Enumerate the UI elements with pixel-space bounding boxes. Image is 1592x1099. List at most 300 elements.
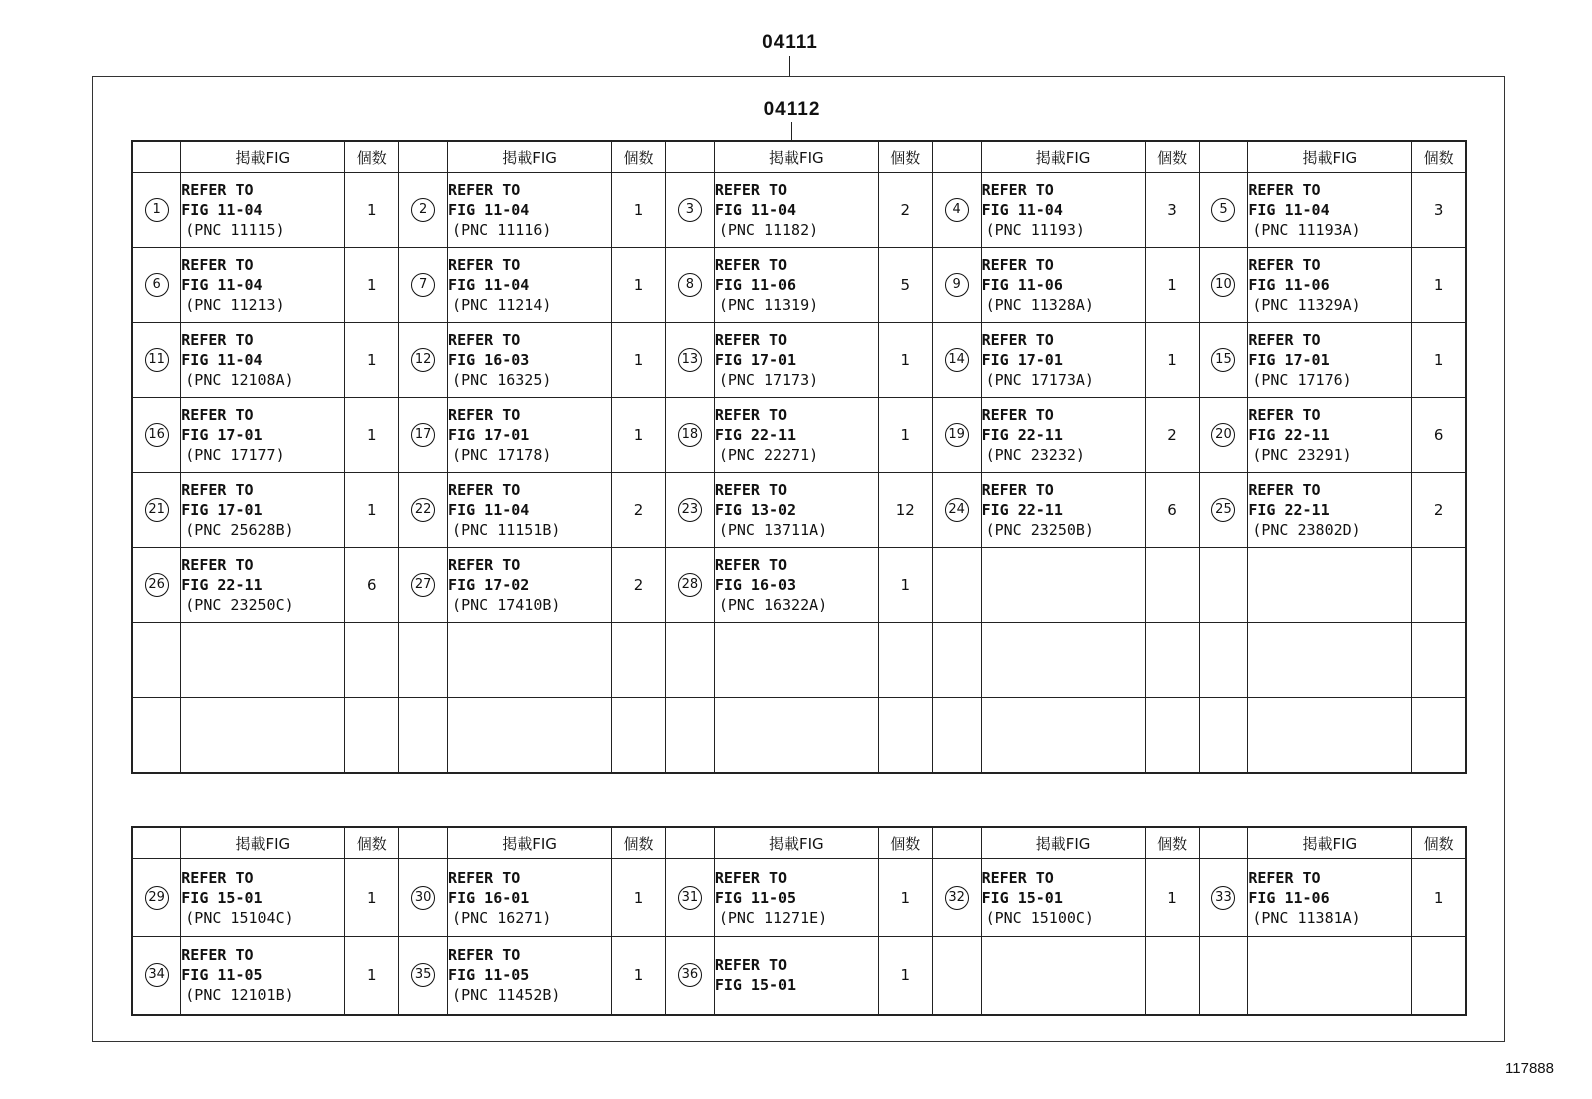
reference-cell	[448, 698, 612, 773]
reference-cell	[981, 398, 1145, 473]
pnc-code: (PNC 23250B)	[985, 521, 1094, 539]
item-number: 29	[145, 886, 169, 910]
quantity-cell	[878, 623, 932, 698]
table-row	[132, 937, 1466, 1015]
header-qty: 個数	[1412, 827, 1466, 859]
quantity-cell	[612, 623, 666, 698]
fig-reference: FIG 11-04	[181, 351, 263, 369]
item-number: 11	[145, 348, 169, 372]
reference-cell	[448, 248, 612, 323]
fig-reference: FIG 11-06	[981, 276, 1063, 294]
quantity-cell: 1	[878, 859, 932, 937]
item-number-cell	[1199, 859, 1248, 937]
item-number-cell	[666, 323, 715, 398]
pnc-code: (PNC 23232)	[985, 446, 1085, 464]
reference-cell	[1248, 473, 1412, 548]
pnc-code: (PNC 13711A)	[718, 521, 828, 539]
header-qty: 個数	[878, 827, 932, 859]
item-number-cell	[399, 248, 448, 323]
pnc-code: (PNC 11193A)	[1252, 221, 1361, 239]
pnc-code: (PNC 11271E)	[718, 908, 828, 927]
item-number: 7	[411, 273, 435, 297]
item-number-cell	[666, 548, 715, 623]
pnc-code: (PNC 11151B)	[452, 521, 561, 539]
quantity-cell	[1145, 698, 1199, 773]
item-number: 10	[1211, 273, 1235, 297]
item-number: 9	[945, 273, 969, 297]
item-number-cell	[666, 473, 715, 548]
reference-cell	[1248, 937, 1412, 1015]
refer-to-text: REFER TO	[181, 406, 254, 424]
pnc-code: (PNC 23291)	[1252, 446, 1352, 464]
item-number-cell	[666, 623, 715, 698]
pnc-code: (PNC 17176)	[1252, 371, 1352, 389]
item-number: 17	[411, 423, 435, 447]
refer-to-text: REFER TO	[714, 331, 788, 349]
item-number: 23	[678, 498, 702, 522]
pnc-code: (PNC 11329A)	[1252, 296, 1361, 314]
image-code: 117888	[1505, 1060, 1554, 1077]
item-number-cell	[132, 323, 181, 398]
quantity-cell	[345, 698, 399, 773]
refer-to-text: REFER TO	[448, 946, 521, 965]
fig-reference: FIG 15-01	[981, 888, 1063, 907]
item-number-cell	[932, 698, 981, 773]
fig-reference: FIG 13-02	[714, 501, 797, 519]
reference-cell	[981, 698, 1145, 773]
reference-cell	[1248, 323, 1412, 398]
pnc-code: (PNC 11115)	[185, 221, 285, 239]
quantity-cell: 1	[612, 398, 666, 473]
fig-reference: FIG 22-11	[1248, 501, 1330, 519]
reference-cell	[714, 323, 878, 398]
header-fig: 掲載FIG	[181, 141, 345, 173]
refer-to-text: REFER TO	[981, 481, 1054, 499]
pnc-code: (PNC 22271)	[718, 446, 819, 464]
fig-reference: FIG 22-11	[981, 426, 1063, 444]
item-number: 25	[1211, 498, 1235, 522]
quantity-cell: 1	[1412, 248, 1466, 323]
pnc-code: (PNC 12108A)	[185, 371, 294, 389]
item-number-cell	[399, 698, 448, 773]
reference-cell	[448, 859, 612, 937]
refer-to-text: REFER TO	[1248, 256, 1321, 274]
refer-to-text: REFER TO	[714, 406, 788, 424]
pnc-code: (PNC 17173)	[718, 371, 819, 389]
table-row	[132, 173, 1466, 248]
quantity-cell: 1	[345, 248, 399, 323]
header-fig: 掲載FIG	[981, 827, 1145, 859]
item-number-cell	[1199, 248, 1248, 323]
refer-to-text: REFER TO	[714, 868, 788, 887]
quantity-cell: 2	[612, 548, 666, 623]
reference-cell	[1248, 398, 1412, 473]
item-number: 35	[411, 963, 435, 987]
item-number: 34	[145, 963, 169, 987]
pnc-code: (PNC 17173A)	[985, 371, 1094, 389]
reference-cell	[1248, 623, 1412, 698]
header-row	[132, 141, 1466, 173]
fig-reference: FIG 11-04	[181, 276, 263, 294]
refer-to-text: REFER TO	[714, 956, 788, 975]
item-number-cell	[1199, 398, 1248, 473]
fig-reference: FIG 15-01	[714, 976, 797, 995]
fig-reference: FIG 11-05	[181, 966, 263, 985]
item-number-cell	[666, 248, 715, 323]
refer-to-text: REFER TO	[181, 181, 254, 199]
fig-reference: FIG 22-11	[714, 426, 797, 444]
header-index-cell	[666, 827, 715, 859]
header-qty: 個数	[345, 827, 399, 859]
item-number-cell	[132, 173, 181, 248]
quantity-cell	[345, 623, 399, 698]
header-index-cell	[932, 141, 981, 173]
quantity-cell: 1	[612, 248, 666, 323]
quantity-cell	[612, 698, 666, 773]
pnc-code: (PNC 11182)	[718, 221, 819, 239]
pnc-code: (PNC 11319)	[718, 296, 819, 314]
quantity-cell: 2	[612, 473, 666, 548]
inner-leader-line	[791, 122, 792, 141]
refer-to-text: REFER TO	[1248, 181, 1321, 199]
reference-cell	[181, 248, 345, 323]
quantity-cell: 1	[1412, 859, 1466, 937]
refer-to-text: REFER TO	[448, 331, 521, 349]
item-number: 18	[678, 423, 702, 447]
table-row	[132, 859, 1466, 937]
header-fig: 掲載FIG	[1248, 141, 1412, 173]
item-number: 14	[945, 348, 969, 372]
reference-cell	[181, 173, 345, 248]
item-number: 3	[678, 198, 702, 222]
pnc-code: (PNC 17410B)	[452, 596, 561, 614]
item-number-cell	[399, 548, 448, 623]
fig-reference: FIG 11-04	[448, 276, 530, 294]
fig-reference: FIG 11-06	[1248, 276, 1330, 294]
pnc-code: (PNC 11116)	[452, 221, 552, 239]
header-index-cell	[1199, 827, 1248, 859]
item-number: 30	[411, 886, 435, 910]
pnc-code: (PNC 11214)	[452, 296, 552, 314]
item-number-cell	[666, 937, 715, 1015]
reference-cell	[981, 473, 1145, 548]
reference-cell	[448, 473, 612, 548]
fig-reference: FIG 17-01	[448, 426, 530, 444]
item-number-cell	[1199, 173, 1248, 248]
item-number-cell	[932, 623, 981, 698]
item-number: 33	[1211, 886, 1235, 910]
reference-cell	[181, 698, 345, 773]
fig-reference: FIG 11-04	[448, 501, 530, 519]
refer-to-text: REFER TO	[181, 256, 254, 274]
item-number-cell	[399, 398, 448, 473]
parts-table-lower	[131, 826, 1467, 1016]
reference-cell	[714, 398, 878, 473]
item-number: 4	[945, 198, 969, 222]
header-index-cell	[399, 141, 448, 173]
reference-cell	[1248, 548, 1412, 623]
table-row	[132, 323, 1466, 398]
reference-cell	[714, 248, 878, 323]
reference-cell	[448, 398, 612, 473]
item-number: 27	[411, 573, 435, 597]
pnc-code: (PNC 16322A)	[718, 596, 828, 614]
item-number-cell	[666, 173, 715, 248]
quantity-cell	[1145, 623, 1199, 698]
refer-to-text: REFER TO	[981, 868, 1054, 887]
reference-cell	[981, 623, 1145, 698]
item-number-cell	[1199, 623, 1248, 698]
header-fig: 掲載FIG	[181, 827, 345, 859]
reference-cell	[714, 937, 878, 1015]
item-number-cell	[132, 473, 181, 548]
header-index-cell	[399, 827, 448, 859]
table-row	[132, 398, 1466, 473]
header-qty: 個数	[1412, 141, 1466, 173]
header-row	[132, 827, 1466, 859]
header-qty: 個数	[612, 141, 666, 173]
item-number: 15	[1211, 348, 1235, 372]
pnc-code: (PNC 11452B)	[452, 986, 561, 1005]
reference-cell	[1248, 859, 1412, 937]
refer-to-text: REFER TO	[181, 946, 254, 965]
refer-to-text: REFER TO	[181, 556, 254, 574]
reference-cell	[981, 173, 1145, 248]
item-number: 26	[145, 573, 169, 597]
quantity-cell	[1412, 548, 1466, 623]
refer-to-text: REFER TO	[448, 868, 521, 887]
item-number: 19	[945, 423, 969, 447]
quantity-cell: 1	[878, 398, 932, 473]
quantity-cell: 12	[878, 473, 932, 548]
quantity-cell: 1	[612, 937, 666, 1015]
header-qty: 個数	[878, 141, 932, 173]
pnc-code: (PNC 16325)	[452, 371, 552, 389]
reference-cell	[1248, 698, 1412, 773]
refer-to-text: REFER TO	[981, 406, 1054, 424]
item-number-cell	[666, 859, 715, 937]
fig-reference: FIG 22-11	[981, 501, 1063, 519]
header-index-cell	[1199, 141, 1248, 173]
quantity-cell: 1	[612, 859, 666, 937]
fig-reference: FIG 17-01	[714, 351, 797, 369]
refer-to-text: REFER TO	[714, 481, 788, 499]
item-number: 6	[145, 273, 169, 297]
refer-to-text: REFER TO	[181, 481, 254, 499]
refer-to-text: REFER TO	[448, 556, 521, 574]
fig-reference: FIG 11-05	[714, 888, 797, 907]
item-number: 22	[411, 498, 435, 522]
item-number: 1	[145, 198, 169, 222]
item-number-cell	[666, 698, 715, 773]
item-number: 36	[678, 963, 702, 987]
quantity-cell: 1	[345, 173, 399, 248]
fig-reference: FIG 15-01	[181, 888, 263, 907]
item-number-cell	[132, 623, 181, 698]
refer-to-text: REFER TO	[1248, 481, 1321, 499]
assembly-label-inner: 04112	[763, 99, 821, 120]
reference-cell	[714, 548, 878, 623]
item-number-cell	[399, 937, 448, 1015]
item-number-cell	[1199, 937, 1248, 1015]
pnc-code: (PNC 11193)	[985, 221, 1085, 239]
item-number-cell	[132, 398, 181, 473]
refer-to-text: REFER TO	[714, 181, 788, 199]
assembly-label-outer: 04111	[762, 32, 818, 53]
refer-to-text: REFER TO	[448, 406, 521, 424]
fig-reference: FIG 22-11	[181, 576, 263, 594]
refer-to-text: REFER TO	[181, 868, 254, 887]
item-number-cell	[932, 398, 981, 473]
refer-to-text: REFER TO	[1248, 406, 1321, 424]
reference-cell	[181, 548, 345, 623]
fig-reference: FIG 11-06	[1248, 888, 1330, 907]
quantity-cell: 3	[1145, 173, 1199, 248]
pnc-code: (PNC 23250C)	[185, 596, 294, 614]
quantity-cell: 1	[878, 937, 932, 1015]
header-qty: 個数	[345, 141, 399, 173]
item-number: 20	[1211, 423, 1235, 447]
refer-to-text: REFER TO	[448, 481, 521, 499]
item-number: 16	[145, 423, 169, 447]
fig-reference: FIG 17-01	[181, 426, 263, 444]
pnc-code: (PNC 11328A)	[985, 296, 1094, 314]
item-number-cell	[132, 859, 181, 937]
header-index-cell	[932, 827, 981, 859]
header-fig: 掲載FIG	[448, 827, 612, 859]
header-qty: 個数	[612, 827, 666, 859]
pnc-code: (PNC 11381A)	[1252, 908, 1361, 927]
header-qty: 個数	[1145, 141, 1199, 173]
reference-cell	[181, 937, 345, 1015]
reference-cell	[714, 859, 878, 937]
quantity-cell: 2	[878, 173, 932, 248]
fig-reference: FIG 17-02	[448, 576, 530, 594]
fig-reference: FIG 11-06	[714, 276, 797, 294]
reference-cell	[181, 623, 345, 698]
table-row	[132, 698, 1466, 773]
quantity-cell	[878, 698, 932, 773]
reference-cell	[448, 623, 612, 698]
refer-to-text: REFER TO	[981, 181, 1054, 199]
table-row	[132, 623, 1466, 698]
table-row	[132, 248, 1466, 323]
item-number-cell	[1199, 323, 1248, 398]
fig-reference: FIG 16-01	[448, 888, 530, 907]
pnc-code: (PNC 25628B)	[185, 521, 294, 539]
item-number-cell	[1199, 548, 1248, 623]
fig-reference: FIG 11-04	[181, 201, 263, 219]
item-number: 24	[945, 498, 969, 522]
quantity-cell	[1412, 937, 1466, 1015]
header-index-cell	[666, 141, 715, 173]
item-number-cell	[399, 623, 448, 698]
quantity-cell: 6	[345, 548, 399, 623]
refer-to-text: REFER TO	[1248, 331, 1321, 349]
pnc-code: (PNC 11213)	[185, 296, 285, 314]
item-number-cell	[932, 473, 981, 548]
item-number-cell	[666, 398, 715, 473]
reference-cell	[181, 398, 345, 473]
fig-reference: FIG 11-04	[448, 201, 530, 219]
quantity-cell: 6	[1145, 473, 1199, 548]
quantity-cell	[1412, 698, 1466, 773]
item-number: 5	[1211, 198, 1235, 222]
pnc-code: (PNC 15104C)	[185, 908, 294, 927]
item-number: 2	[411, 198, 435, 222]
pnc-code: (PNC 17178)	[452, 446, 552, 464]
refer-to-text: REFER TO	[714, 256, 788, 274]
quantity-cell: 1	[612, 323, 666, 398]
header-index-cell	[132, 827, 181, 859]
quantity-cell: 1	[1145, 859, 1199, 937]
reference-cell	[181, 473, 345, 548]
refer-to-text: REFER TO	[981, 256, 1054, 274]
fig-reference: FIG 11-04	[1248, 201, 1330, 219]
reference-cell	[981, 323, 1145, 398]
header-index-cell	[132, 141, 181, 173]
item-number-cell	[1199, 473, 1248, 548]
item-number: 12	[411, 348, 435, 372]
fig-reference: FIG 16-03	[448, 351, 530, 369]
refer-to-text: REFER TO	[448, 256, 521, 274]
item-number-cell	[132, 548, 181, 623]
item-number-cell	[399, 173, 448, 248]
header-fig: 掲載FIG	[1248, 827, 1412, 859]
reference-cell	[714, 623, 878, 698]
fig-reference: FIG 11-04	[714, 201, 797, 219]
item-number: 13	[678, 348, 702, 372]
refer-to-text: REFER TO	[981, 331, 1054, 349]
fig-reference: FIG 16-03	[714, 576, 797, 594]
parts-table-upper	[131, 140, 1467, 774]
header-fig: 掲載FIG	[448, 141, 612, 173]
outer-leader-line	[789, 56, 790, 76]
item-number-cell	[932, 248, 981, 323]
header-fig: 掲載FIG	[714, 827, 878, 859]
quantity-cell: 6	[1412, 398, 1466, 473]
item-number-cell	[132, 248, 181, 323]
item-number-cell	[932, 548, 981, 623]
quantity-cell: 2	[1412, 473, 1466, 548]
quantity-cell: 1	[1145, 248, 1199, 323]
reference-cell	[448, 937, 612, 1015]
header-qty: 個数	[1145, 827, 1199, 859]
reference-cell	[181, 859, 345, 937]
quantity-cell: 2	[1145, 398, 1199, 473]
item-number-cell	[1199, 698, 1248, 773]
reference-cell	[448, 173, 612, 248]
reference-cell	[981, 859, 1145, 937]
reference-cell	[714, 698, 878, 773]
quantity-cell: 1	[1412, 323, 1466, 398]
pnc-code: (PNC 15100C)	[985, 908, 1094, 927]
reference-cell	[448, 548, 612, 623]
item-number: 31	[678, 886, 702, 910]
pnc-code: (PNC 17177)	[185, 446, 285, 464]
item-number-cell	[399, 859, 448, 937]
pnc-code: (PNC 16271)	[452, 908, 552, 927]
item-number-cell	[932, 323, 981, 398]
quantity-cell: 1	[345, 473, 399, 548]
item-number-cell	[399, 323, 448, 398]
fig-reference: FIG 11-05	[448, 966, 530, 985]
item-number-cell	[132, 937, 181, 1015]
reference-cell	[981, 548, 1145, 623]
quantity-cell	[1412, 623, 1466, 698]
item-number-cell	[399, 473, 448, 548]
refer-to-text: REFER TO	[1248, 868, 1321, 887]
